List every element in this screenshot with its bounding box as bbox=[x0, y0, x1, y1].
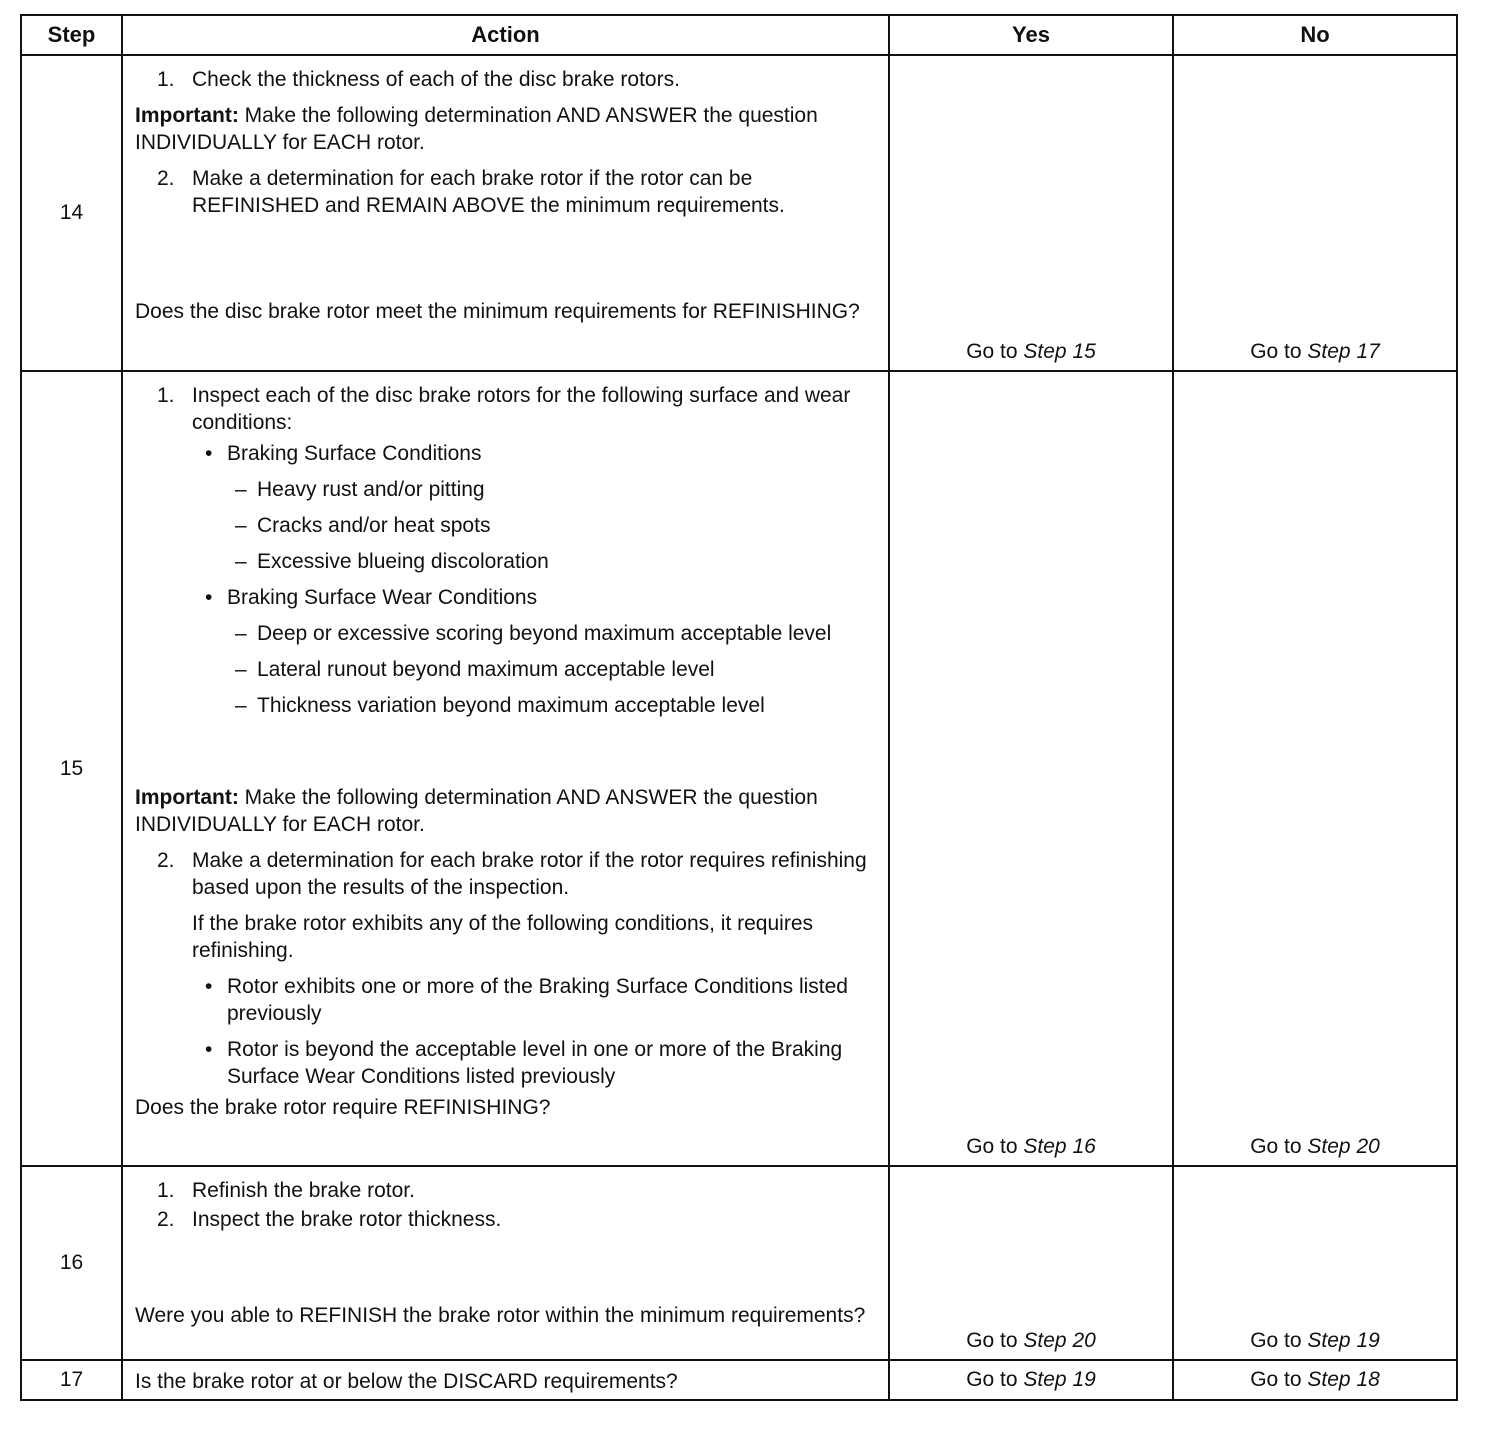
dash-item: – Lateral runout beyond maximum acceptable level bbox=[235, 658, 715, 681]
dash-item: – Heavy rust and/or pitting bbox=[235, 478, 485, 501]
yes-step-link[interactable]: Step 16 bbox=[1023, 1135, 1096, 1158]
question: Is the brake rotor at or below the DISCARD requirements? bbox=[135, 1369, 678, 1393]
list-item: 1. Refinish the brake rotor. bbox=[157, 1179, 415, 1202]
no-cell[interactable]: Go to Step 18 bbox=[1173, 1360, 1457, 1400]
step-number: 16 bbox=[21, 1166, 122, 1360]
action-cell bbox=[122, 371, 889, 1166]
dash-item: – Excessive blueing discoloration bbox=[235, 550, 549, 573]
question: Were you able to REFINISH the brake rotor within the minimum requirements? bbox=[135, 1304, 866, 1327]
header-yes: Yes bbox=[889, 15, 1173, 55]
yes-cell[interactable]: Go to Step 15 bbox=[889, 55, 1173, 371]
list-item: 1. Check the thickness of each of the disc brake rotors. bbox=[157, 68, 680, 91]
list-item: 2. Make a determination for each brake rotor if the rotor can be REFINISHED and REMAIN ABOVE the minimum requirements. bbox=[157, 167, 785, 217]
action-cell bbox=[122, 55, 889, 371]
dash-item: – Cracks and/or heat spots bbox=[235, 514, 491, 537]
action-cell bbox=[122, 1166, 889, 1360]
list-item-note: If the brake rotor exhibits any of the following conditions, it requires refinishing. bbox=[192, 912, 813, 962]
step-number: 14 bbox=[21, 55, 122, 371]
table-row bbox=[21, 1360, 1457, 1400]
yes-cell[interactable]: Go to Step 19 bbox=[889, 1360, 1173, 1400]
table-row bbox=[21, 1166, 1457, 1360]
dash-item: – Deep or excessive scoring beyond maximum acceptable level bbox=[235, 622, 832, 645]
table-row bbox=[21, 55, 1457, 371]
bullet-item: • Rotor is beyond the acceptable level in one or more of the Braking Surface Wear Conditions listed previously bbox=[205, 1038, 843, 1088]
no-step-link[interactable]: Step 20 bbox=[1307, 1135, 1380, 1158]
step-number: 17 bbox=[21, 1360, 122, 1400]
question: Does the brake rotor require REFINISHING? bbox=[135, 1096, 551, 1119]
list-item: 2. Inspect the brake rotor thickness. bbox=[157, 1208, 502, 1231]
no-step-link[interactable]: Step 19 bbox=[1307, 1329, 1380, 1352]
diagnostic-table bbox=[20, 14, 1458, 1401]
bullet-item: • Braking Surface Wear Conditions bbox=[205, 586, 538, 609]
important-note: Important: Make the following determination AND ANSWER the question INDIVIDUALLY for EACH rotor. bbox=[135, 786, 818, 836]
dash-item: – Thickness variation beyond maximum acceptable level bbox=[235, 694, 765, 717]
yes-step-link[interactable]: Step 15 bbox=[1023, 340, 1096, 363]
list-item: 2. Make a determination for each brake rotor if the rotor requires refinishing based upon the results of the inspection. bbox=[157, 849, 867, 899]
header-step: Step bbox=[21, 15, 122, 55]
action-cell bbox=[122, 1360, 889, 1400]
header-no: No bbox=[1173, 15, 1457, 55]
table-row bbox=[21, 371, 1457, 1166]
bullet-item: • Rotor exhibits one or more of the Braking Surface Conditions listed previously bbox=[205, 975, 848, 1025]
no-step-link[interactable]: Step 17 bbox=[1307, 340, 1380, 363]
step-number: 15 bbox=[21, 371, 122, 1166]
important-note: Important: Make the following determination AND ANSWER the question INDIVIDUALLY for EACH rotor. bbox=[135, 104, 818, 154]
bullet-item: • Braking Surface Conditions bbox=[205, 442, 482, 465]
list-item: 1. Inspect each of the disc brake rotors for the following surface and wear conditions: bbox=[157, 384, 851, 434]
yes-step-link[interactable]: Step 19 bbox=[1023, 1368, 1096, 1391]
yes-cell[interactable]: Go to Step 20 bbox=[889, 1166, 1173, 1360]
no-cell[interactable]: Go to Step 17 bbox=[1173, 55, 1457, 371]
header-row bbox=[21, 15, 1457, 55]
question: Does the disc brake rotor meet the minimum requirements for REFINISHING? bbox=[135, 300, 860, 323]
yes-step-link[interactable]: Step 20 bbox=[1023, 1329, 1096, 1352]
no-step-link[interactable]: Step 18 bbox=[1307, 1368, 1380, 1391]
no-cell[interactable]: Go to Step 20 bbox=[1173, 371, 1457, 1166]
header-action: Action bbox=[122, 15, 889, 55]
yes-cell[interactable]: Go to Step 16 bbox=[889, 371, 1173, 1166]
no-cell[interactable]: Go to Step 19 bbox=[1173, 1166, 1457, 1360]
